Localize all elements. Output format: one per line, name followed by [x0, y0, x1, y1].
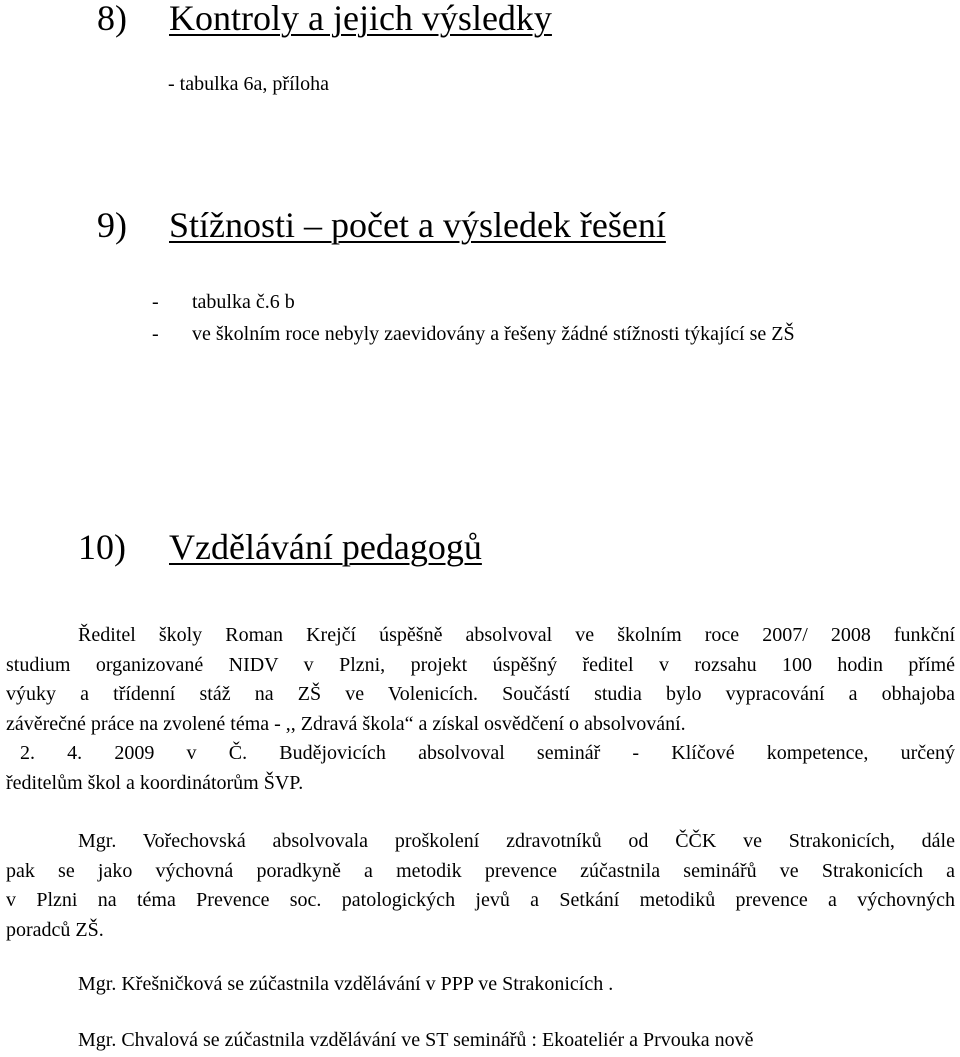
list-dash: - — [152, 291, 159, 313]
paragraph-director — [6, 621, 955, 798]
section-number: 8) — [97, 0, 127, 38]
section-8-note: - tabulka 6a, příloha — [168, 73, 330, 95]
paragraph-line: Mgr. Vořechovská absolvovala proškolení zdravotníků od ČČK ve Strakonicích, dále — [78, 830, 955, 852]
paragraph-kresnickova — [6, 970, 955, 1000]
list-dash: - — [152, 323, 159, 345]
list-item-text: tabulka č.6 b — [192, 291, 295, 313]
list-item-text: ve školním roce nebyly zaevidovány a řešeny žádné stížnosti týkající se ZŠ — [192, 323, 795, 345]
paragraph-line: poradců ZŠ. — [6, 918, 104, 941]
section-title: Stížnosti – počet a výsledek řešení — [169, 205, 666, 245]
paragraph-line: studium organizované NIDV v Plzni, projekt úspěšný ředitel v rozsahu 100 hodin přímé — [6, 653, 955, 676]
paragraph-line: 2. 4. 2009 v Č. Budějovicích absolvoval seminář - Klíčové kompetence, určený — [20, 742, 955, 764]
section-number: 10) — [78, 527, 126, 567]
paragraph-line: ředitelům škol a koordinátorům ŠVP. — [6, 771, 304, 794]
section-title: Kontroly a jejich výsledky — [169, 0, 552, 38]
section-number: 9) — [97, 205, 127, 245]
paragraph-line: pak se jako výchovná poradkyně a metodik prevence zúčastnila seminářů ve Strakonicích a — [6, 859, 955, 882]
paragraph-vorechovska — [6, 827, 955, 945]
paragraph-line: Mgr. Křešničková se zúčastnila vzdělávání v PPP ve Strakonicích . — [78, 973, 614, 995]
section-title: Vzdělávání pedagogů — [169, 527, 482, 567]
paragraph-line: Ředitel školy Roman Krejčí úspěšně absolvoval ve školním roce 2007/ 2008 funkční — [78, 624, 955, 646]
paragraph-line: v Plzni na téma Prevence soc. patologických jevů a Setkání metodiků prevence a výchovných — [6, 889, 955, 911]
paragraph-line: Mgr. Chvalová se zúčastnila vzdělávání ve ST seminářů : Ekoateliér a Prvouka nově — [78, 1029, 754, 1051]
paragraph-line: výuky a třídenní stáž na ZŠ ve Volenicích. Součástí studia bylo vypracování a obhajoba — [6, 683, 955, 705]
paragraph-chvalova — [6, 1026, 955, 1056]
paragraph-line: závěrečné práce na zvolené téma - ,, Zdravá škola“ a získal osvědčení o absolvování. — [6, 712, 686, 735]
